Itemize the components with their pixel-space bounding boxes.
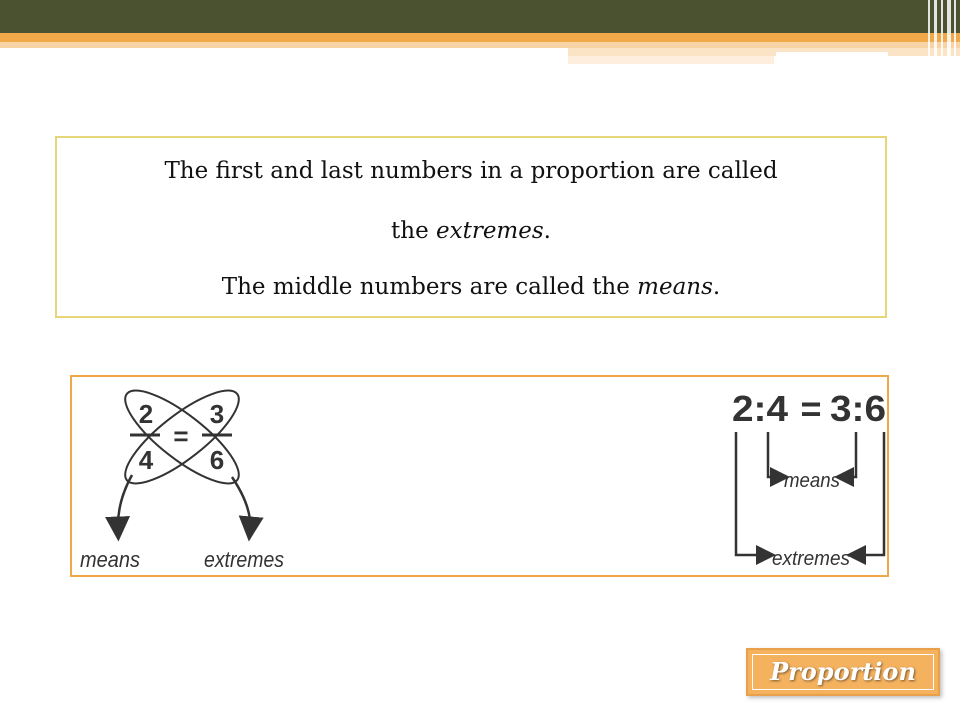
num-top-right: 3 <box>209 399 225 429</box>
num-bottom-left: 4 <box>138 445 154 475</box>
equals-sign-right: = <box>800 388 822 429</box>
ratio-left: 2:4 <box>732 388 788 429</box>
header-step-gap <box>776 52 888 56</box>
label-means-left: means <box>80 547 140 572</box>
header-stripes <box>924 0 960 64</box>
header-accent-band <box>0 33 960 42</box>
term-means: means <box>637 274 713 300</box>
ratio-diagram <box>732 388 886 570</box>
definition-line-2-suffix: . <box>543 218 551 244</box>
cross-diagram <box>80 377 284 572</box>
definition-line-2-prefix: the <box>391 218 436 244</box>
definition-line-2 <box>57 218 885 244</box>
arrow-to-extremes <box>232 477 250 529</box>
num-top-left: 2 <box>138 399 154 429</box>
diagram-canvas <box>72 377 887 575</box>
header-step-band-lower <box>568 56 774 64</box>
num-bottom-right: 6 <box>209 445 225 475</box>
definition-line-3-suffix: . <box>712 274 721 300</box>
header-band <box>0 0 960 33</box>
bracket-means-right <box>844 432 856 477</box>
definition-box <box>55 136 887 318</box>
proportion-diagram <box>70 375 889 577</box>
definition-line-3-prefix: The middle numbers are called the <box>221 274 638 300</box>
ratio-right: 3:6 <box>830 388 886 429</box>
definition-line-1: The first and last numbers in a proportion are called <box>164 158 778 184</box>
label-means-right: means <box>784 470 840 492</box>
equals-sign-left: = <box>173 421 189 451</box>
slide-title-label: Proportion <box>770 657 916 686</box>
bracket-extremes-left <box>736 432 766 555</box>
bracket-extremes-right <box>856 432 884 555</box>
bracket-means-left <box>768 432 780 477</box>
definition-line-3 <box>57 274 885 300</box>
label-extremes-right: extremes <box>772 548 850 570</box>
header-step-band <box>568 48 960 56</box>
slide-title-button[interactable] <box>746 648 940 696</box>
label-extremes-left: extremes <box>204 547 284 572</box>
term-extremes: extremes <box>436 218 544 244</box>
